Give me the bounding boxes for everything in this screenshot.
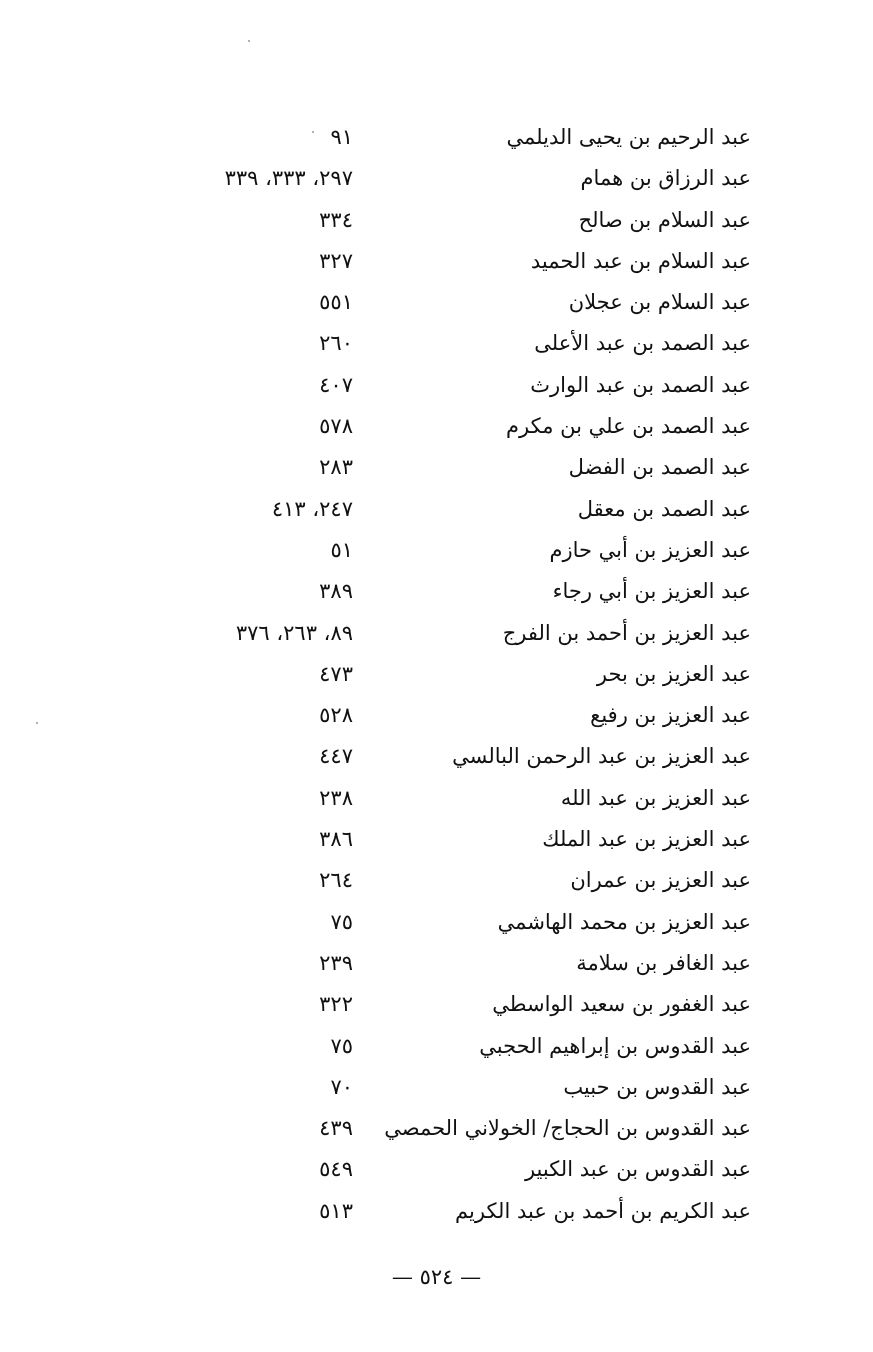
entry-name: عبد الصمد بن عبد الوارث: [530, 372, 751, 397]
index-entry: [0, 1192, 873, 1233]
index-entry: [0, 366, 873, 407]
entry-page-numbers: ٢٣٨: [319, 785, 353, 810]
entry-name: عبد الصمد بن علي بن مكرم: [506, 414, 751, 439]
entry-name: عبد العزيز بن أبي رجاء: [552, 579, 751, 604]
entry-page-numbers: ٣٣٤: [319, 207, 353, 232]
index-entry: [0, 118, 873, 159]
entry-name: عبد القدوس بن إبراهيم الحجبي: [479, 1033, 751, 1058]
entry-page-numbers: ٢٦٤: [319, 868, 353, 893]
index-entry: [0, 490, 873, 531]
index-entry: [0, 861, 873, 902]
index-entry: [0, 324, 873, 365]
entry-page-numbers: ٢٦٠: [319, 331, 353, 356]
entry-page-numbers: ٣٢٧: [319, 248, 353, 273]
entry-name: عبد الرحيم بن يحيى الديلمي: [506, 125, 751, 149]
entry-page-numbers: ٩١: [330, 125, 353, 149]
entry-page-numbers: ٣٨٩: [319, 579, 353, 604]
entry-name: عبد العزيز بن محمد الهاشمي: [497, 909, 751, 934]
entry-page-numbers: ٧٠: [330, 1074, 353, 1099]
entry-name: عبد الغفور بن سعيد الواسطي: [492, 992, 751, 1017]
index-entry: [0, 820, 873, 861]
entry-name: عبد الصمد بن الفضل: [568, 455, 751, 480]
name-index-list: [0, 118, 873, 1233]
entry-page-numbers: ٢٤٧، ٤١٣: [271, 496, 353, 521]
index-entry: [0, 1109, 873, 1150]
index-entry: [0, 655, 873, 696]
entry-name: عبد القدوس بن الحجاج/ الخولاني الحمصي: [384, 1116, 751, 1141]
entry-page-numbers: ٢٣٩: [319, 950, 353, 975]
entry-name: عبد القدوس بن عبد الكبير: [524, 1157, 751, 1182]
index-entry: [0, 242, 873, 283]
entry-page-numbers: ٤٠٧: [319, 372, 353, 397]
index-entry: [0, 1068, 873, 1109]
index-entry: [0, 614, 873, 655]
scan-speck: [248, 40, 250, 42]
index-entry: [0, 903, 873, 944]
entry-page-numbers: ٥٧٨: [319, 414, 353, 439]
index-entry: [0, 696, 873, 737]
entry-name: عبد العزيز بن بحر: [596, 661, 751, 686]
index-entry: [0, 944, 873, 985]
entry-name: عبد الرزاق بن همام: [580, 166, 751, 191]
entry-page-numbers: ٤٤٧: [319, 744, 353, 769]
entry-page-numbers: ٨٩، ٢٦٣، ٣٧٦: [235, 620, 353, 645]
entry-page-numbers: ٢٨٣: [319, 455, 353, 480]
entry-name: عبد السلام بن عبد الحميد: [530, 248, 751, 273]
entry-name: عبد العزيز بن عبد الملك: [542, 827, 751, 852]
entry-page-numbers: ٥٢٨: [319, 703, 353, 728]
index-entry: [0, 448, 873, 489]
entry-name: عبد العزيز بن أبي حازم: [549, 537, 751, 562]
entry-name: عبد الغافر بن سلامة: [576, 950, 751, 975]
entry-page-numbers: ٧٥: [330, 1033, 353, 1058]
entry-name: عبد العزيز بن عمران: [570, 868, 751, 893]
entry-page-numbers: ٧٥: [330, 909, 353, 934]
index-entry: [0, 1027, 873, 1068]
index-entry: [0, 201, 873, 242]
index-entry: [0, 159, 873, 200]
entry-name: عبد العزيز بن رفيع: [590, 703, 751, 728]
index-entry: [0, 531, 873, 572]
index-entry: [0, 572, 873, 613]
entry-name: عبد السلام بن عجلان: [568, 290, 751, 315]
entry-name: عبد العزيز بن أحمد بن الفرج: [502, 620, 751, 645]
entry-page-numbers: ٥١٣: [319, 1198, 353, 1223]
entry-page-numbers: ٥٤٩: [319, 1157, 353, 1182]
index-entry: [0, 1150, 873, 1191]
entry-page-numbers: ٣٢٢: [319, 992, 353, 1017]
entry-name: عبد الصمد بن معقل: [577, 496, 751, 521]
index-entry: [0, 283, 873, 324]
entry-name: عبد السلام بن صالح: [578, 207, 751, 232]
entry-page-numbers: ٤٣٩: [319, 1116, 353, 1141]
entry-page-numbers: ٤٧٣: [319, 661, 353, 686]
entry-name: عبد الصمد بن عبد الأعلى: [534, 331, 751, 356]
page-number: — ٥٢٤ —: [391, 1265, 482, 1289]
entry-name: عبد القدوس بن حبيب: [563, 1074, 751, 1099]
entry-page-numbers: ٢٩٧، ٣٣٣، ٣٣٩: [224, 166, 353, 191]
index-entry: [0, 779, 873, 820]
entry-page-numbers: ٥١: [330, 537, 353, 562]
entry-name: عبد العزيز بن عبد الرحمن البالسي: [452, 744, 751, 769]
entry-page-numbers: ٣٨٦: [319, 827, 353, 852]
entry-name: عبد العزيز بن عبد الله: [560, 785, 751, 810]
index-entry: [0, 985, 873, 1026]
index-entry: [0, 737, 873, 778]
entry-name: عبد الكريم بن أحمد بن عبد الكريم: [455, 1198, 751, 1223]
index-entry: [0, 407, 873, 448]
entry-page-numbers: ٥٥١: [319, 290, 353, 315]
